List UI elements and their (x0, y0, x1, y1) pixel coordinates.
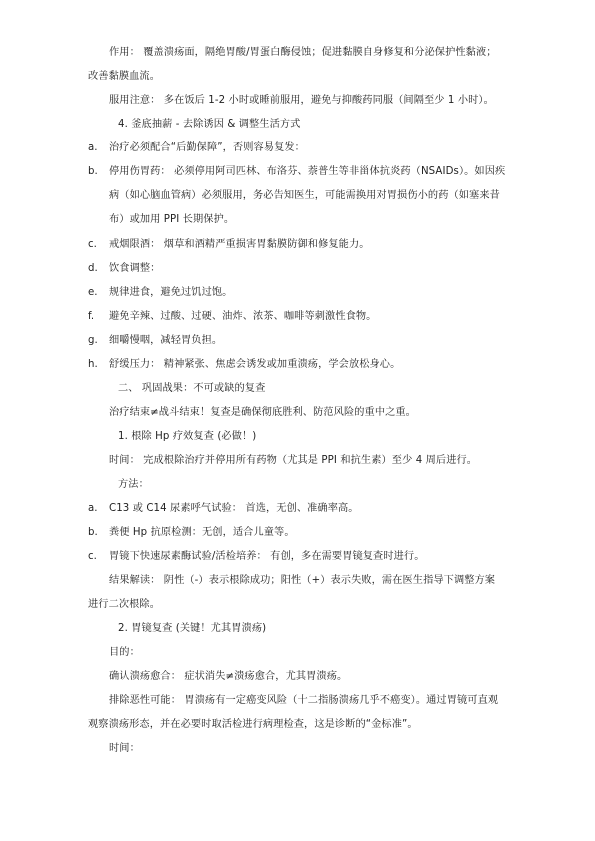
text-line: 结果解读： 阴性（-）表示根除成功；阳性（+）表示失败，需在医生指导下调整方案 (109, 575, 496, 586)
text-line: 治疗结束≠战斗结束！复查是确保彻底胜利、防范风险的重中之重。 (109, 407, 416, 418)
text-line: 避免辛辣、过酸、过硬、油炸、浓茶、咖啡等刺激性食物。 (109, 311, 377, 322)
list-marker: b. (88, 166, 98, 177)
text-line: 舒缓压力： 精神紧张、焦虑会诱发或加重溃疡，学会放松身心。 (109, 359, 401, 370)
text-line: 改善黏膜血流。 (88, 71, 161, 82)
text-line: 布）或加用 PPI 长期保护。 (109, 214, 235, 225)
list-marker: d. (88, 263, 98, 274)
text-line: 时间： (109, 743, 140, 754)
text-line: 作用： 覆盖溃疡面，隔绝胃酸/胃蛋白酶侵蚀；促进黏膜自身修复和分泌保护性黏液； (109, 47, 497, 58)
text-line: 方法： (118, 479, 149, 490)
text-line: 确认溃疡愈合： 症状消失≠溃疡愈合，尤其胃溃疡。 (109, 671, 348, 682)
section-heading: 二、 巩固战果：不可或缺的复查 (118, 383, 266, 394)
text-line: 进行二次根除。 (88, 599, 161, 610)
list-marker: a. (88, 142, 98, 153)
section-heading: 4. 釜底抽薪 - 去除诱因 & 调整生活方式 (118, 119, 301, 130)
list-marker: a. (88, 503, 98, 514)
text-line: 粪便 Hp 抗原检测：无创，适合儿童等。 (109, 527, 295, 538)
list-marker: e. (88, 287, 98, 298)
text-line: 排除恶性可能： 胃溃疡有一定癌变风险（十二指肠溃疡几乎不癌变）。通过胃镜可直观 (109, 695, 499, 706)
text-line: 规律进食，避免过饥过饱。 (109, 287, 233, 298)
text-line: 服用注意： 多在饭后 1-2 小时或睡前服用，避免与抑酸药同服（间隔至少 1 小时）。 (109, 95, 494, 106)
text-line: 时间： 完成根除治疗并停用所有药物（尤其是 PPI 和抗生素）至少 4 周后进行。 (109, 455, 478, 466)
subsection-heading: 1. 根除 Hp 疗效复查 (必做！) (118, 431, 257, 442)
text-line: 胃镜下快速尿素酶试验/活检培养： 有创，多在需要胃镜复查时进行。 (109, 551, 425, 562)
text-line: 饮食调整： (109, 263, 161, 274)
text-line: C13 或 C14 尿素呼气试验： 首选，无创、准确率高。 (109, 503, 359, 514)
text-line: 观察溃疡形态，并在必要时取活检进行病理检查，这是诊断的“金标准”。 (88, 719, 418, 730)
list-marker: h. (88, 359, 98, 370)
text-line: 戒烟限酒： 烟草和酒精严重损害胃黏膜防御和修复能力。 (109, 239, 370, 250)
list-marker: b. (88, 527, 98, 538)
text-line: 病（如心脑血管病）必须服用，务必告知医生，可能需换用对胃损伤小的药（如塞来昔 (109, 190, 500, 201)
list-marker: g. (88, 335, 98, 346)
text-line: 目的： (109, 647, 140, 658)
list-marker: f. (88, 311, 95, 322)
subsection-heading: 2. 胃镜复查 (关键！尤其胃溃疡) (118, 623, 267, 634)
text-line: 治疗必须配合“后勤保障”，否则容易复发： (109, 142, 305, 153)
list-marker: c. (88, 551, 97, 562)
text-line: 细嚼慢咽，减轻胃负担。 (109, 335, 223, 346)
text-line: 停用伤胃药： 必须停用阿司匹林、布洛芬、萘普生等非甾体抗炎药（NSAIDs）。如因疾 (109, 166, 506, 177)
list-marker: c. (88, 239, 97, 250)
